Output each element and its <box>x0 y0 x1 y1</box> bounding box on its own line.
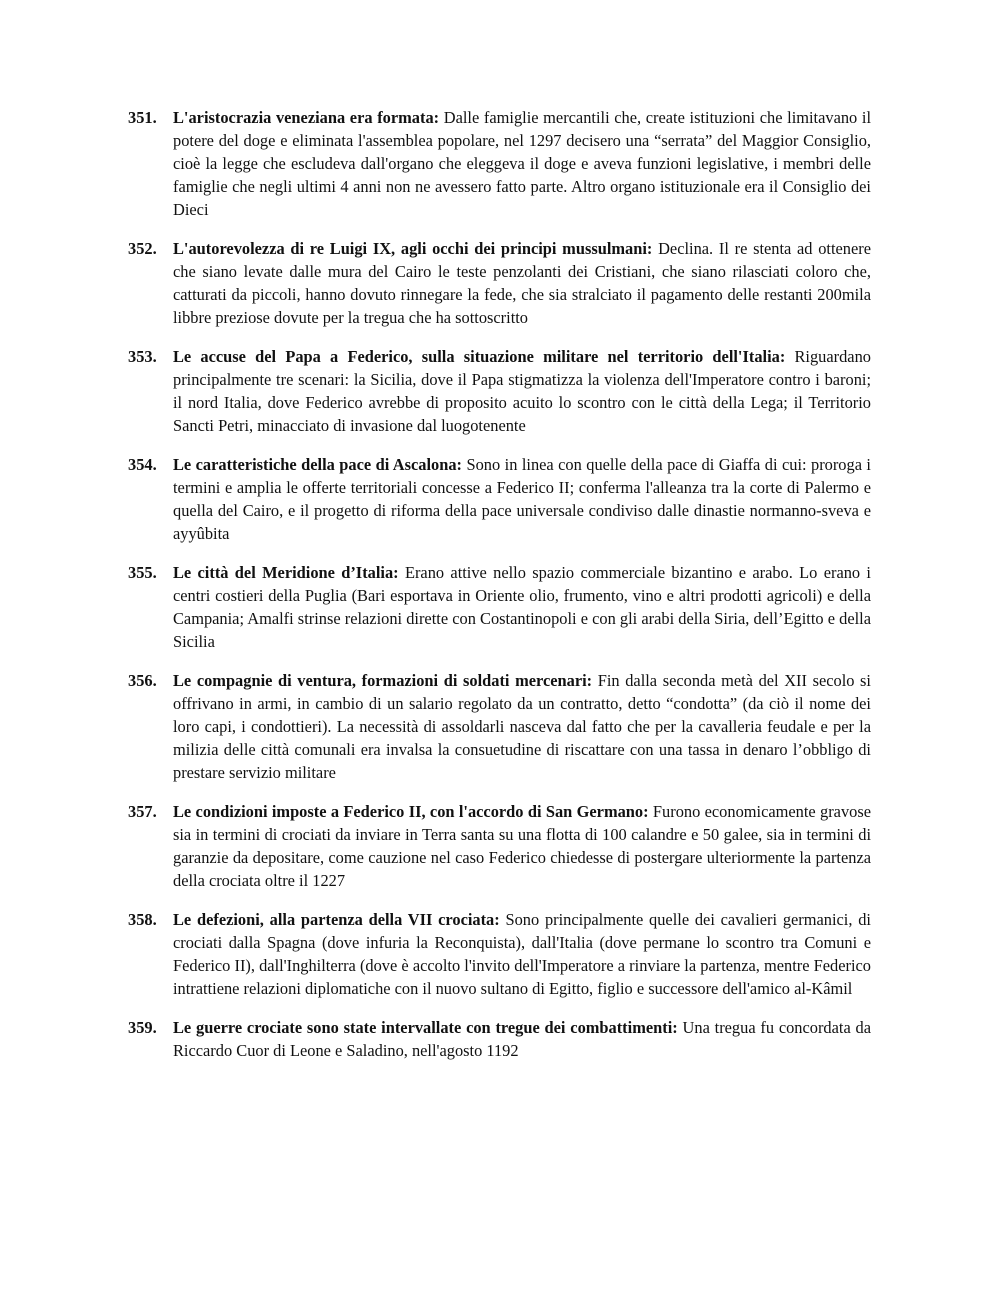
entry-heading: Le compagnie di ventura, formazioni di soldati mercenari: <box>173 671 593 690</box>
entry-number: 354. <box>128 455 157 474</box>
entry-text <box>173 800 871 892</box>
entry-body: Dalle famiglie mercantili che, create istituzioni che limitavano il potere del doge e eliminata l'assemblea popolare, nel 1297 decisero una “serrata” del Maggior Consiglio, cioè la legge che escludeva dall'organo che eleggeva il doge e aveva funzioni legislative, i membri delle famiglie che negli ultimi 4 anni non ne avessero fatto parte. Altro organo istituzionale era il Consiglio dei Dieci <box>173 108 871 219</box>
entry-body: Una tregua fu concordata da Riccardo Cuor di Leone e Saladino, nell'agosto 1192 <box>173 1018 871 1060</box>
entry-heading: Le caratteristiche della pace di Ascalona: <box>173 455 463 474</box>
entry-number: 355. <box>128 563 157 582</box>
numbered-entry-list <box>128 106 871 1078</box>
entry-body: Sono in linea con quelle della pace di Giaffa di cui: proroga i termini e amplia le offerte territoriali concesse a Federico II; conferma l'alleanza tra la corte di Palermo e quella del Cairo, e il progetto di riforma della pace universale condiviso dalle dinastie normanno-sveva e ayyûbita <box>173 455 871 543</box>
entry-heading: Le città del Meridione d’Italia: <box>173 563 399 582</box>
list-item <box>128 345 871 437</box>
entry-text <box>173 908 871 1000</box>
entry-number: 352. <box>128 239 157 258</box>
list-item <box>128 237 871 329</box>
entry-number: 353. <box>128 347 157 366</box>
entry-body: Sono principalmente quelle dei cavalieri germanici, di crociati dalla Spagna (dove infuria la Reconquista), dall'Italia (dove permane lo scontro tra Comuni e Federico II), dall'Inghilterra (dove è accolto l'invito dell'Imperatore a rinviare la partenza, mentre Federico intrattiene relazioni diplomatiche con il nuovo sultano di Egitto, figlio e successore dell'amico al-Kâmil <box>173 910 871 998</box>
entry-heading: L'aristocrazia veneziana era formata: <box>173 108 440 127</box>
list-item <box>128 908 871 1000</box>
entry-body: Erano attive nello spazio commerciale bizantino e arabo. Lo erano i centri costieri della Puglia (Bari esportava in Oriente olio, frumento, vino e altri prodotti agricoli) e della Campania; Amalfi strinse relazioni dirette con Costantinopoli e con gli arabi della Siria, dell’Egitto e della Sicilia <box>173 563 871 651</box>
list-item <box>128 453 871 545</box>
list-item <box>128 669 871 784</box>
entry-heading: Le accuse del Papa a Federico, sulla situazione militare nel territorio dell'Italia: <box>173 347 786 366</box>
entry-heading: L'autorevolezza di re Luigi IX, agli occhi dei principi mussulmani: <box>173 239 653 258</box>
entry-number: 359. <box>128 1018 157 1037</box>
entry-body: Riguardano principalmente tre scenari: la Sicilia, dove il Papa stigmatizza la violenza dell'Imperatore contro i baroni; il nord Italia, dove Federico avrebbe di proposito acuito lo scontro con le città della Lega; il Territorio Sancti Petri, minacciato di invasione dal luogotenente <box>173 347 871 435</box>
list-item <box>128 1016 871 1062</box>
entry-body: Declina. Il re stenta ad ottenere che siano levate dalle mura del Cairo le teste penzolanti dei Cristiani, che siano rilasciati coloro che, catturati da piccoli, hanno dovuto rinnegare la fede, che sia stralciato il pagamento delle restanti 200mila libbre preziose dovute per la tregua che ha sottoscritto <box>173 239 871 327</box>
entry-body: Fin dalla seconda metà del XII secolo si offrivano in armi, in cambio di un salario regolato da un contratto, detto “condotta” (da ciò il nome dei loro capi, i condottieri). La necessità di assoldarli nasceva dal fatto che per la cavalleria feudale e per la milizia delle città comunali era invalsa la consuetudine di riscattare con una tassa in denaro l’obbligo di prestare servizio militare <box>173 671 871 782</box>
entry-number: 351. <box>128 108 157 127</box>
entry-body: Furono economicamente gravose sia in termini di crociati da inviare in Terra santa su una flotta di 100 calandre e 50 galee, sia in termini di garanzie da depositare, come cauzione nel caso Federico chiedesse di postergare ulteriormente la partenza della crociata oltre il 1227 <box>173 802 871 890</box>
entry-text <box>173 669 871 784</box>
entry-text <box>173 237 871 329</box>
entry-text <box>173 453 871 545</box>
entry-heading: Le guerre crociate sono state intervallate con tregue dei combattimenti: <box>173 1018 678 1037</box>
entry-text <box>173 106 871 221</box>
entry-heading: Le defezioni, alla partenza della VII crociata: <box>173 910 500 929</box>
entry-text <box>173 561 871 653</box>
list-item <box>128 106 871 221</box>
entry-number: 356. <box>128 671 157 690</box>
entry-text <box>173 1016 871 1062</box>
entry-heading: Le condizioni imposte a Federico II, con l'accordo di San Germano: <box>173 802 649 821</box>
entry-number: 358. <box>128 910 157 929</box>
entry-number: 357. <box>128 802 157 821</box>
entry-text <box>173 345 871 437</box>
list-item <box>128 800 871 892</box>
list-item <box>128 561 871 653</box>
